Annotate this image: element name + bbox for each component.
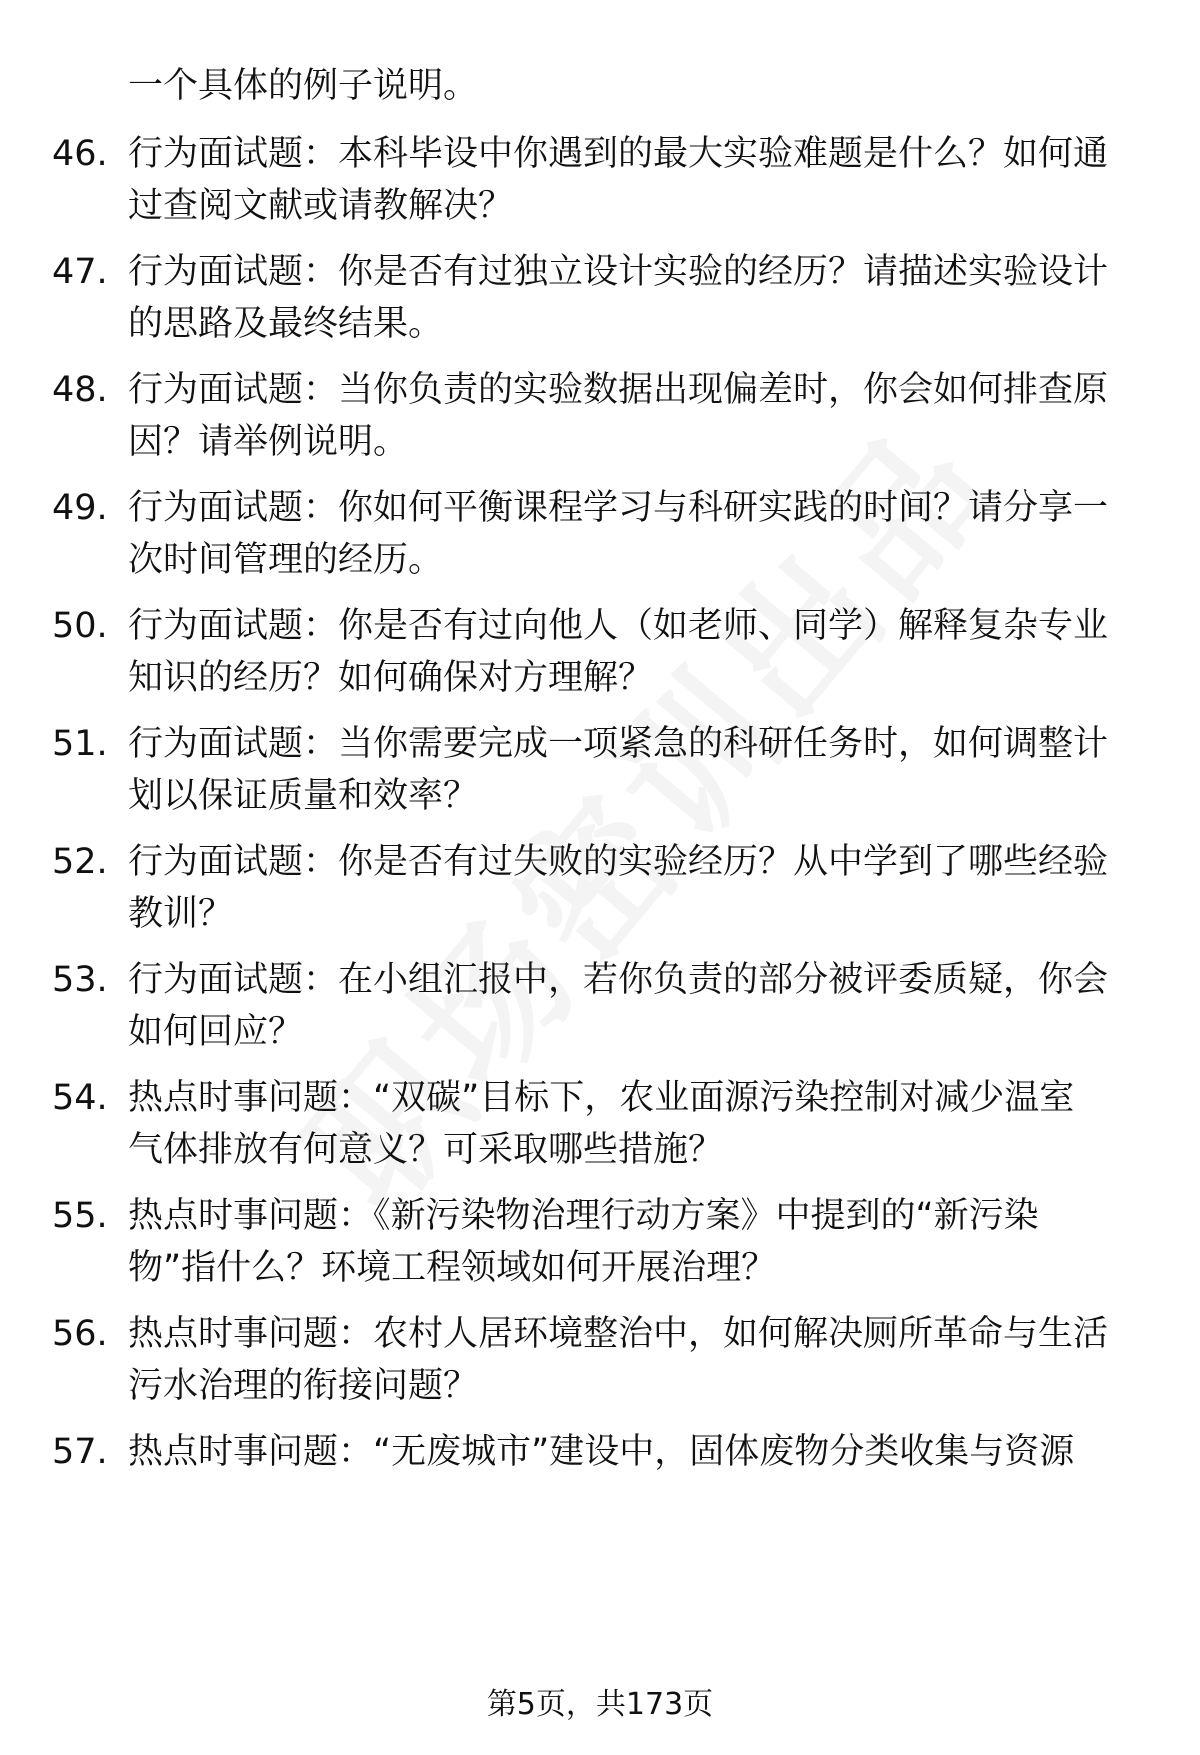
question-text-line: 行为面试题：你是否有过独立设计实验的经历？请描述实验设计 <box>128 252 1109 292</box>
question-number: 54. <box>52 1078 108 1118</box>
question-number: 56. <box>52 1314 108 1354</box>
question-text-line: 物”指什么？环境工程领域如何开展治理？ <box>128 1248 777 1288</box>
question-text <box>128 954 1144 1058</box>
question-number: 52. <box>52 842 108 882</box>
question-text <box>128 1426 1144 1478</box>
question-text <box>128 836 1144 940</box>
question-number: 57. <box>52 1432 108 1472</box>
question-text <box>128 364 1144 468</box>
question-number: 46. <box>52 134 108 174</box>
question-number: 53. <box>52 960 108 1000</box>
question-text-line: 行为面试题：你是否有过向他人（如老师、同学）解释复杂专业 <box>128 606 1109 646</box>
question-text-line: 教训？ <box>128 894 234 934</box>
question-number: 49. <box>52 488 108 528</box>
question-text-line: 的思路及最终结果。 <box>128 304 444 344</box>
question-text-line: 划以保证质量和效率？ <box>128 776 479 816</box>
question-text-line: 因？请举例说明。 <box>128 422 409 462</box>
question-number: 48. <box>52 370 108 410</box>
question-text-line: 热点时事问题：“无废城市”建设中，固体废物分类收集与资源 <box>128 1432 1075 1472</box>
question-text <box>128 600 1144 704</box>
question-text-line: 次时间管理的经历。 <box>128 540 444 580</box>
question-text <box>128 1308 1144 1412</box>
question-number: 47. <box>52 252 108 292</box>
question-text <box>128 128 1144 232</box>
page-footer: 第5页，共173页 <box>486 1687 714 1722</box>
question-text-line: 行为面试题：你是否有过失败的实验经历？从中学到了哪些经验 <box>128 842 1109 882</box>
question-number: 51. <box>52 724 108 764</box>
question-text <box>128 482 1144 586</box>
question-text-line: 污水治理的衔接问题？ <box>128 1366 479 1406</box>
question-text-line: 热点时事问题：“双碳”目标下，农业面源污染控制对减少温室 <box>128 1078 1075 1118</box>
question-text-line: 行为面试题：你如何平衡课程学习与科研实践的时间？请分享一 <box>128 488 1109 528</box>
question-text <box>128 1190 1144 1294</box>
question-text-line: 行为面试题：当你负责的实验数据出现偏差时，你会如何排查原 <box>128 370 1109 410</box>
question-text-line: 过查阅文献或请教解决？ <box>128 186 514 226</box>
question-text-line: 行为面试题：在小组汇报中，若你负责的部分被评委质疑，你会 <box>128 960 1109 1000</box>
question-text-line: 知识的经历？如何确保对方理解？ <box>128 658 654 698</box>
question-text-line: 如何回应？ <box>128 1012 304 1052</box>
continuation-text: 一个具体的例子说明。 <box>128 66 479 106</box>
question-number: 50. <box>52 606 108 646</box>
question-text <box>128 246 1144 350</box>
question-text-line: 行为面试题：本科毕设中你遇到的最大实验难题是什么？如何通 <box>128 134 1109 174</box>
question-number: 55. <box>52 1196 108 1236</box>
question-text <box>128 718 1144 822</box>
question-text-line: 热点时事问题：《新污染物治理行动方案》中提到的“新污染 <box>128 1196 1039 1236</box>
question-text-line: 气体排放有何意义？可采取哪些措施？ <box>128 1130 724 1170</box>
question-text-line: 热点时事问题：农村人居环境整治中，如何解决厕所革命与生活 <box>128 1314 1109 1354</box>
question-text-line: 行为面试题：当你需要完成一项紧急的科研任务时，如何调整计 <box>128 724 1109 764</box>
question-text <box>128 1072 1144 1176</box>
